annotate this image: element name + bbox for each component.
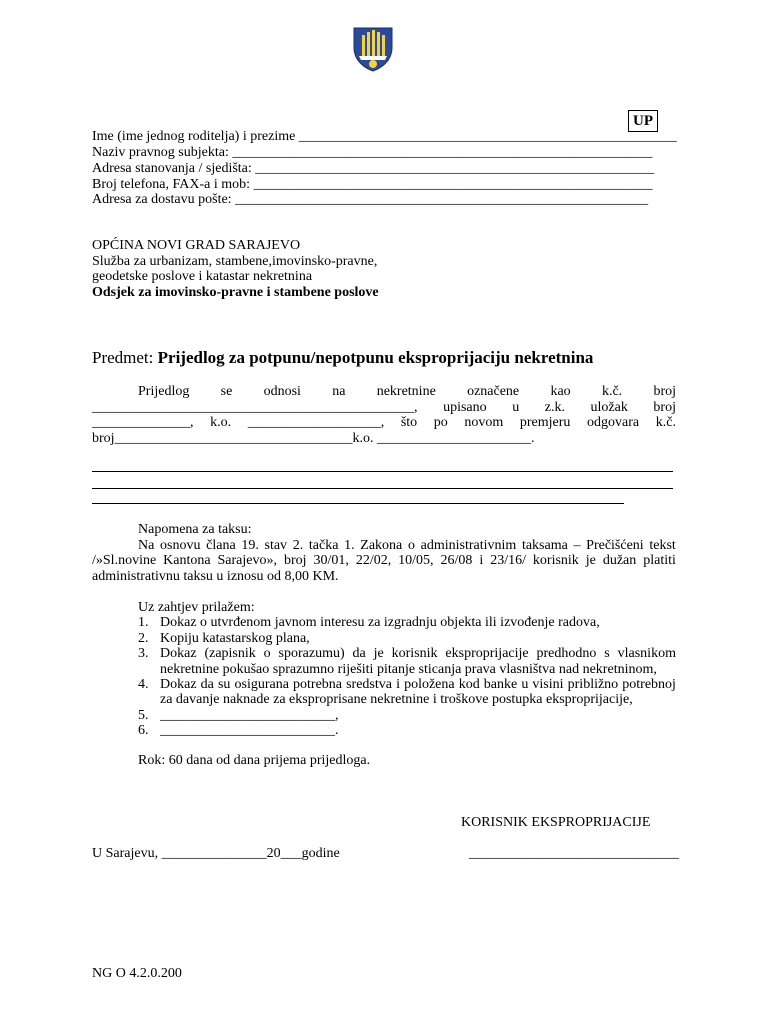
list-item: 2. Kopiju katastarskog plana, [138,631,310,646]
blank-fill-line[interactable] [92,488,673,489]
list-item-text: Dokaz da su osigurana potrebna sredstva i položena kod banke u visini približno potrebnoj [160,677,676,692]
proposal-line2[interactable]: ______________________________________________, upisano u z.k. uložak broj [92,400,676,415]
list-item-text: za davanje naknade za eksproprisane nekretnine i troškove postupka eksproprijacije, [160,692,633,707]
coat-of-arms-icon [352,26,394,72]
fee-note-line3: administrativnu taksu u iznosu od 8,00 KM. [92,569,339,584]
blank-fill-line[interactable] [92,471,673,472]
signature-line[interactable]: ______________________________ [469,846,679,861]
fee-note-heading: Napomena za taksu: [138,522,252,537]
deadline-text: Rok: 60 dana od dana prijema prijedloga. [138,753,371,768]
applicant-name-field[interactable]: Ime (ime jednog roditelja) i prezime ______________________________________________________ [92,129,677,144]
proposal-line1: Prijedlog se odnosi na nekretnine označene kao k.č. broj [138,384,676,399]
phone-field[interactable]: Broj telefona, FAX-a i mob: _________________________________________________________ [92,177,653,192]
blank-fill-line[interactable] [92,503,624,504]
form-type-badge: UP [628,110,658,132]
document-code: NG O 4.2.0.200 [92,966,182,981]
proposal-line3[interactable]: ______________, k.o. ___________________, što po novom premjeru odgovara k.č. [92,415,676,430]
fee-note-line2: /»Sl.novine Kantona Sarajevo», broj 30/01, 22/02, 10/05, 26/08 i 23/16/ korisnik je dužan platiti [92,553,676,568]
list-item-text: nekretnine pokušao sprazumno riješiti pitanje sticanja prava vlasništva nad nekretninom, [160,662,657,677]
subject-label: Predmet: [92,348,154,367]
service-name-line1: Služba za urbanizam, stambene,imovinsko-pravne, [92,254,378,269]
signature-label: KORISNIK EKSPROPRIJACIJE [461,815,651,830]
delivery-address-field[interactable]: Adresa za dostavu pošte: ___________________________________________________________ [92,192,649,207]
department-name: Odsjek za imovinsko-pravne i stambene poslove [92,285,379,300]
legal-entity-field[interactable]: Naziv pravnog subjekta: ____________________________________________________________ [92,145,653,160]
list-item: 3. [138,646,149,661]
service-name-line2: geodetske poslove i katastar nekretnina [92,269,313,284]
list-item[interactable]: 5. _________________________, [138,708,339,723]
list-item: 1. Dokaz o utvrđenom javnom interesu za izgradnju objekta ili izvođenje radova, [138,615,600,630]
fee-note-line1: Na osnovu člana 19. stav 2. tačka 1. Zakona o administrativnim taksama – Prečišćeni tekst [138,538,676,553]
municipality-name: OPĆINA NOVI GRAD SARAJEVO [92,238,301,253]
address-field[interactable]: Adresa stanovanja / sjedišta: _________________________________________________________ [92,161,655,176]
list-item[interactable]: 6. _________________________. [138,723,339,738]
place-date-field[interactable]: U Sarajevu, _______________20___godine [92,846,340,861]
subject-line [92,348,593,368]
list-item: 4. [138,677,149,692]
attachments-heading: Uz zahtjev prilažem: [138,600,255,615]
proposal-line4[interactable]: broj__________________________________k.o. ______________________. [92,431,535,446]
subject-title: Prijedlog za potpunu/nepotpunu eksproprijaciju nekretnina [157,348,594,367]
list-item-text: Dokaz (zapisnik o sporazumu) da je korisnik eksproprijacije predhodno s vlasnikom [160,646,676,661]
